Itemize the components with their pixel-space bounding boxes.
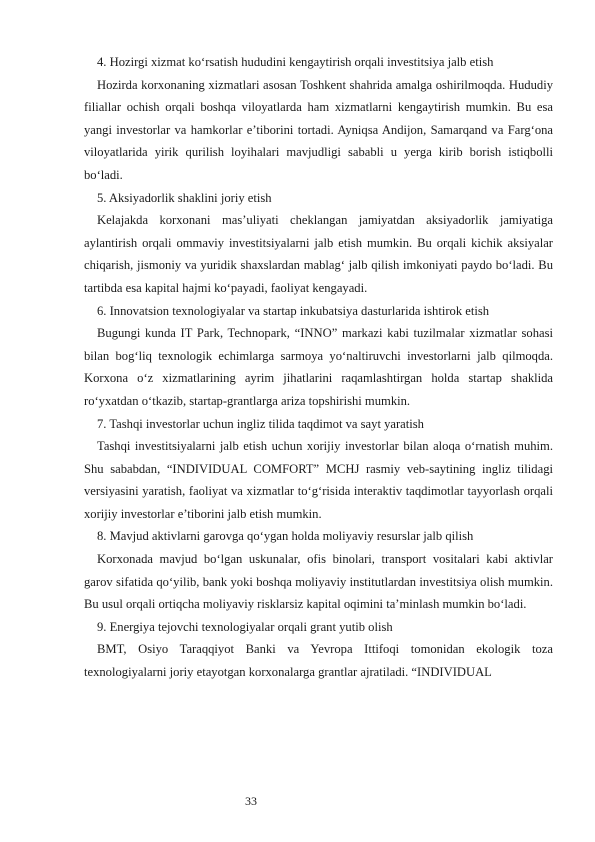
section-heading-7: 7. Tashqi investorlar uchun ingliz tilida taqdimot va sayt yaratish bbox=[97, 416, 424, 431]
section-body-6: Bugungi kunda IT Park, Technopark, “INNO” markazi kabi tuzilmalar xizmatlar sohasi bilan bog‘liq texnologik echimlarga sarmoya yo‘naltiruvchi investorlarni jalb qilmoqda. Korxona o‘z xizmatlarining ayrim jihatlarini raqamlashtirgan holda startap shaklida ro‘yxatdan o‘tkazib, startap-grantlarga ariza topshirishi mumkin. bbox=[84, 326, 553, 408]
section-body-7: Tashqi investitsiyalarni jalb etish uchun xorijiy investorlar bilan aloqa o‘rnatish muhim. Shu sababdan, “INDIVIDUAL COMFORT” MCHJ rasmiy veb-saytining ingliz tilidagi versiyasini yaratish, faoliyat va xizmatlar to‘g‘risida interaktiv taqdimotlar tayyorlash orqali xorijiy investorlar e’tiborini jalb etish mumkin. bbox=[84, 439, 553, 521]
section-heading-9: 9. Energiya tejovchi texnologiyalar orqali grant yutib olish bbox=[97, 619, 393, 634]
section-body-5: Kelajakda korxonani mas’uliyati cheklangan jamiyatdan aksiyadorlik jamiyatiga aylantirish orqali ommaviy investitsiyalarni jalb etish mumkin. Bu orqali kichik aksiyalar chiqarish, jismoniy va yuridik shaxslardan mablag‘ jalb qilish imkoniyati paydo bo‘ladi. Bu tartibda esa kapital hajmi ko‘payadi, faoliyat kengayadi. bbox=[84, 213, 553, 295]
section-body-4: Hozirda korxonaning xizmatlari asosan Toshkent shahrida amalga oshirilmoqda. Hududiy filiallar ochish orqali boshqa viloyatlarda ham xizmatlarni kengaytirish mumkin. Bu esa yangi investorlar va hamkorlar e’tiborini tortadi. Ayniqsa Andijon, Samarqand va Farg‘ona viloyatlarida yirik qurilish loyihalari mavjudligi sababli u yerga kirib borish istiqbolli bo‘ladi. bbox=[84, 77, 553, 182]
section-heading-5: 5. Aksiyadorlik shaklini joriy etish bbox=[97, 190, 272, 205]
section-heading-8: 8. Mavjud aktivlarni garovga qo‘ygan holda moliyaviy resurslar jalb qilish bbox=[97, 529, 474, 544]
page-number: 33 bbox=[245, 794, 257, 808]
section-body-8: Korxonada mavjud bo‘lgan uskunalar, ofis binolari, transport vositalari kabi aktivlar garov sifatida qo‘yilib, bank yoki boshqa moliyaviy institutlardan investitsiya olish mumkin. Bu usul orqali ortiqcha moliyaviy risklarsiz kapital oqimini ta’minlash mumkin bo‘ladi. bbox=[84, 552, 553, 612]
section-body-9: BMT, Osiyo Taraqqiyot Banki va Yevropa Ittifoqi tomonidan ekologik toza texnologiyalarni joriy etayotgan korxonalarga grantlar ajratiladi. “INDIVIDUAL bbox=[84, 642, 553, 680]
document-page bbox=[84, 51, 553, 684]
section-heading-6: 6. Innovatsion texnologiyalar va startap inkubatsiya dasturlarida ishtirok etish bbox=[97, 303, 490, 318]
section-heading-4: 4. Hozirgi xizmat ko‘rsatish hududini kengaytirish orqali investitsiya jalb etish bbox=[97, 55, 494, 69]
